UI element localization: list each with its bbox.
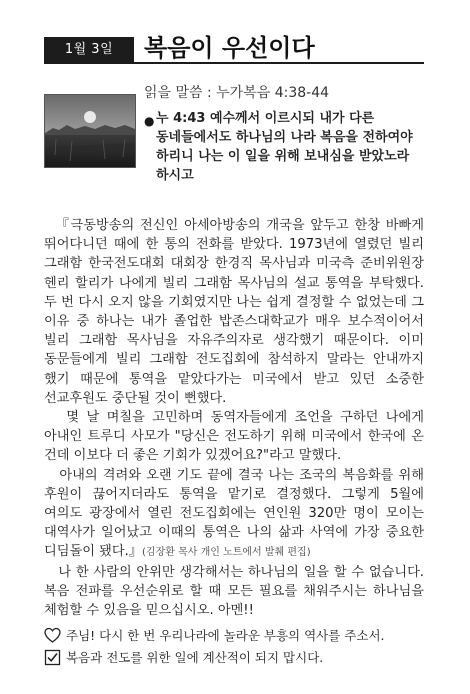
application-text: 복음과 전도를 위한 일에 계산적이 되지 맙시다. [66,650,324,665]
scripture-reading: 읽을 말씀 : 누가복음 4:38-44 [144,85,330,101]
header-divider [44,62,424,64]
prayer-line [44,626,385,644]
source-note: (김장환 목사 개인 노트에서 발췌 편집) [142,547,311,559]
heart-icon [44,627,61,644]
date-badge: 1월 3일 [44,37,134,63]
page-title: 복음이 우선이다 [144,34,315,62]
key-verse: 누 4:43 예수께서 이르시되 내가 다른 동네들에서도 하나님의 나라 복음을 전하여야 하리니 나는 이 일을 위해 보내심을 받았노라 하시고 [156,111,413,183]
devotional-body [44,216,424,620]
bullet-dot-icon: ● [144,114,155,128]
sunset-landscape-image [45,95,135,167]
body-paragraph-2: 몇 날 며칠을 고민하며 동역자들에게 조언을 구하던 나에게 아내인 트루디 사모가 "당신은 전도하기 위해 미국에서 한국에 온 건데 이보다 더 좋은 기회가 있겠어요?"라고 말했다. [44,410,424,464]
application-line [44,648,323,666]
body-paragraph-3: 아내의 격려와 오랜 기도 끝에 결국 나는 조국의 복음화를 위해 후원이 끊어지더라도 통역을 맡기로 결정했다. 그렇게 5월에 여의도 광장에서 열린 전도집회에는 연인원 320만 명이 모이는 대역사가 일어났고 이때의 통역은 나의 삶과 사역에 가장 중요한 디딤돌이 됐다.』(김장환 목사 개인 노트에서 발췌 편집) [44,467,424,560]
prayer-text: 주님! 다시 한 번 우리나라에 놀라운 부흥의 역사를 주소서. [66,628,385,643]
sunset-field-photo [44,94,136,168]
checkbox-icon [44,649,61,666]
body-paragraph-4: 나 한 사람의 안위만 생각해서는 하나님의 일을 할 수 없습니다. 복음 전파를 우선순위로 할 때 모든 필요를 채워주시는 하나님을 체험할 수 있음을 믿으십시오. 아멘!! [44,564,425,619]
body-paragraph-1: 『극동방송의 전신인 아세아방송의 개국을 앞두고 한창 바빠게 뛰어다니던 때에 한 통의 전화를 받았다. 1973년에 열렸던 빌리 그래함 한국전도대회 대회장 한경직 목사님과 미국측 준비위원장 헨리 할리가 나에게 빌리 그래함 목사님의 설교 통역을 부탁했다. 두 번 다시 오지 않을 기회였지만 나는 쉽게 결정할 수 없었는데 그 이유 중 하나는 내가 졸업한 밥존스대학교가 매우 보수적이어서 빌리 그래함 목사님을 자유주의자로 생각했기 때문이다. 이미 동문들에게 빌리 그래함 전도집회에 참석하지 말라는 안내까지 했기 때문에 통역을 맡았다가는 미국에서 받고 있던 소중한 선교후원도 중단될 것이 뻔했다. [44,218,424,406]
